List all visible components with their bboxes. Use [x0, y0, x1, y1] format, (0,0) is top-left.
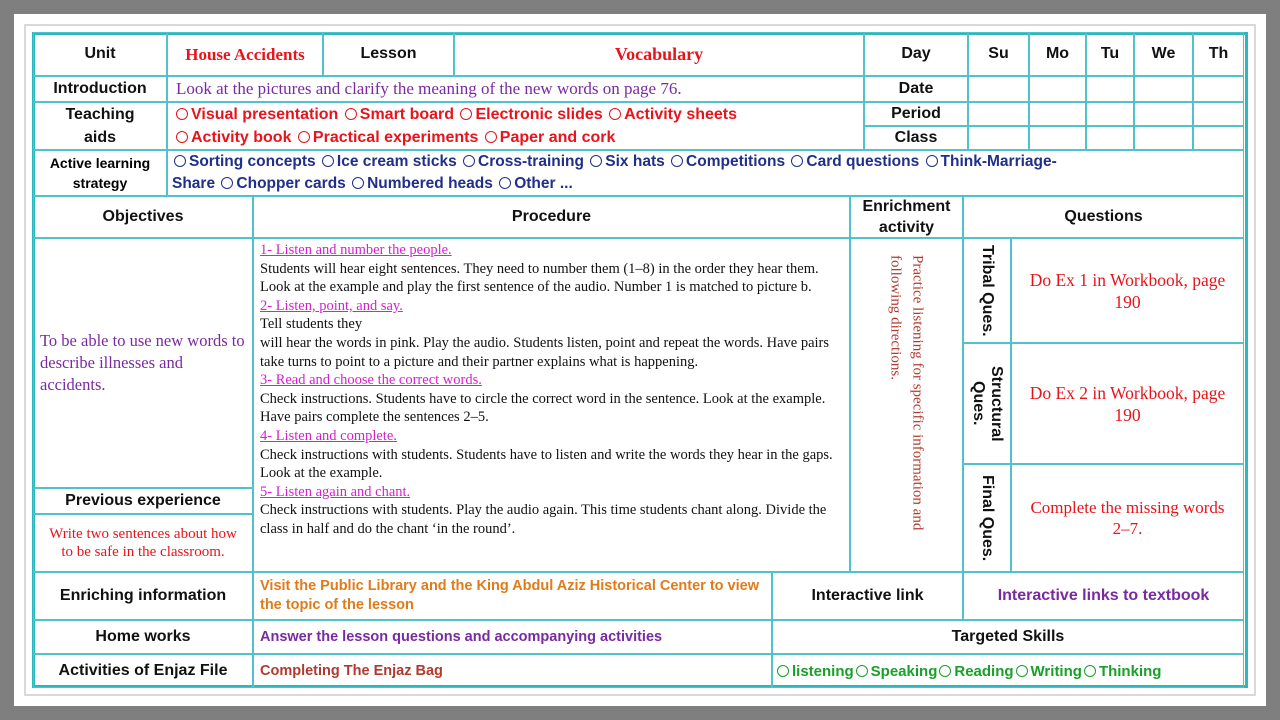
- enjaz-text: Completing The Enjaz Bag: [253, 654, 772, 688]
- structural-ques-text: Do Ex 2 in Workbook, page 190: [1011, 343, 1244, 464]
- step-title: 4- Listen and complete.: [260, 427, 397, 444]
- skill-label: listening: [792, 662, 854, 680]
- strategy-label: Sorting concepts: [189, 153, 316, 170]
- period-cell-mo[interactable]: [1029, 102, 1086, 126]
- day-tu: Tu: [1086, 32, 1134, 76]
- radio-circle-icon: [176, 108, 188, 120]
- aid-option[interactable]: [296, 129, 478, 146]
- teaching-aids-row2: [174, 126, 615, 149]
- period-cell-we[interactable]: [1134, 102, 1193, 126]
- day-mo: Mo: [1029, 32, 1086, 76]
- step-text: Check instructions with students. Play the audio again. This time students chant along. Divide the class in half and do the chant ‘in the round’.: [260, 502, 827, 537]
- strategy-label: Think-Marriage-: [940, 153, 1057, 170]
- radio-circle-icon: [345, 108, 357, 120]
- radio-circle-icon: [777, 665, 789, 677]
- unit-value: House Accidents: [167, 32, 323, 76]
- active-learning-options: [167, 150, 1244, 196]
- step-text: will hear the words in pink. Play the audio. Students listen, point and repeat the words. Have pairs take turns to point to a picture and their partner explains what is happening.: [260, 334, 830, 370]
- class-cell-we[interactable]: [1134, 126, 1193, 150]
- strategy-option[interactable]: [461, 153, 584, 170]
- introduction-label: Introduction: [33, 76, 167, 102]
- radio-circle-icon: [221, 177, 233, 189]
- strategy-option[interactable]: [172, 153, 316, 170]
- enrichment-text: Practice listening for specific information and following directions.: [887, 255, 926, 531]
- step-text: Students will hear eight sentences. They need to number them (1–8) in the order they hear them. Look at the example and play the first sentence of the audio. Number 1 is matched to picture b.: [260, 260, 819, 296]
- questions-header: Questions: [963, 196, 1244, 238]
- step-text: Tell students they: [260, 316, 363, 333]
- objective-text: To be able to use new words to describe illnesses and accidents.: [33, 238, 253, 488]
- strategy-label: Chopper cards: [236, 175, 346, 192]
- tribal-ques-text: Do Ex 1 in Workbook, page 190: [1011, 238, 1244, 343]
- radio-circle-icon: [499, 177, 511, 189]
- radio-circle-icon: [352, 177, 364, 189]
- lesson-value: Vocabulary: [454, 32, 864, 76]
- lesson-label: Lesson: [323, 32, 454, 76]
- period-cell-th[interactable]: [1193, 102, 1244, 126]
- radio-circle-icon: [176, 131, 188, 143]
- aid-label: Activity book: [191, 129, 292, 146]
- final-ques-text: Complete the missing words 2–7.: [1011, 464, 1244, 572]
- date-cell-su[interactable]: [968, 76, 1029, 102]
- class-cell-mo[interactable]: [1029, 126, 1086, 150]
- radio-circle-icon: [463, 155, 475, 167]
- teaching-aids-options: [167, 102, 864, 150]
- radio-circle-icon: [1084, 665, 1096, 677]
- radio-circle-icon: [926, 155, 938, 167]
- strategy-label: Competitions: [686, 153, 786, 170]
- step-title: 2- Listen, point, and say.: [260, 297, 403, 314]
- procedure-steps: [254, 239, 849, 541]
- procedure-cell: [253, 238, 850, 572]
- procedure-header: Procedure: [253, 196, 850, 238]
- targeted-skills-label: Targeted Skills: [772, 620, 1244, 654]
- strategy-row1: [172, 151, 1057, 173]
- tribal-ques-label: Tribal Ques.: [979, 244, 996, 337]
- radio-circle-icon: [609, 108, 621, 120]
- strategy-option[interactable]: [924, 153, 1057, 170]
- date-cell-we[interactable]: [1134, 76, 1193, 102]
- radio-circle-icon: [791, 155, 803, 167]
- strategy-option[interactable]: [320, 153, 457, 170]
- strategy-label: Six hats: [605, 153, 665, 170]
- strategy-option[interactable]: [669, 153, 785, 170]
- strategy-label: Cross-training: [478, 153, 584, 170]
- enriching-info-text: Visit the Public Library and the King Abdul Aziz Historical Center to view the topic of the lesson: [253, 572, 772, 620]
- step-text: Check instructions. Students have to circle the correct word in the sentence. Look at the example. Have pairs complete the sentences 2–5.: [260, 390, 826, 426]
- radio-circle-icon: [485, 131, 497, 143]
- radio-circle-icon: [298, 131, 310, 143]
- radio-circle-icon: [671, 155, 683, 167]
- step-title: 3- Read and choose the correct words.: [260, 372, 482, 389]
- class-cell-su[interactable]: [968, 126, 1029, 150]
- skill-label: Thinking: [1098, 662, 1162, 680]
- skill-option[interactable]: [1082, 663, 1162, 680]
- enrichment-header: Enrichment activity: [850, 196, 963, 238]
- final-ques-label: Final Ques.: [979, 474, 996, 562]
- aid-label: Electronic slides: [475, 106, 603, 123]
- day-su: Su: [968, 32, 1029, 76]
- step-title: 5- Listen again and chant.: [260, 483, 411, 500]
- skill-label: Speaking: [870, 662, 938, 680]
- skill-option[interactable]: [937, 663, 1013, 680]
- class-cell-th[interactable]: [1193, 126, 1244, 150]
- strategy-option[interactable]: [789, 153, 919, 170]
- strategy-label: Other ...: [514, 175, 573, 192]
- period-label: Period: [864, 102, 968, 126]
- date-cell-tu[interactable]: [1086, 76, 1134, 102]
- radio-circle-icon: [856, 665, 868, 677]
- strategy-option[interactable]: [219, 175, 345, 192]
- interactive-link-label: Interactive link: [772, 572, 963, 620]
- introduction-text: Look at the pictures and clarify the meaning of the new words on page 76.: [167, 76, 864, 102]
- final-ques-label-cell: [963, 464, 1011, 572]
- radio-circle-icon: [174, 155, 186, 167]
- active-learning-label: Active learning strategy: [33, 150, 167, 196]
- strategy-label: Numbered heads: [367, 175, 493, 192]
- date-label: Date: [864, 76, 968, 102]
- structural-ques-label-cell: [963, 343, 1011, 464]
- skill-option[interactable]: [775, 663, 854, 680]
- aid-label: Visual presentation: [191, 106, 339, 123]
- aid-label: Practical experiments: [312, 129, 479, 146]
- day-we: We: [1134, 32, 1193, 76]
- radio-circle-icon: [322, 155, 334, 167]
- step-text: Check instructions with students. Students have to listen and write the words they hear in the gaps. Look at the example.: [260, 446, 833, 482]
- strategy-label-continued: Share: [172, 175, 216, 192]
- targeted-skills-options: [772, 654, 1244, 688]
- homeworks-text: Answer the lesson questions and accompanying activities: [253, 620, 772, 654]
- aid-label: Smart board: [359, 106, 455, 123]
- period-cell-su[interactable]: [968, 102, 1029, 126]
- enriching-info-label: Enriching information: [33, 572, 253, 620]
- skill-label: Reading: [954, 662, 1014, 680]
- date-cell-th[interactable]: [1193, 76, 1244, 102]
- radio-circle-icon: [1016, 665, 1028, 677]
- aid-option[interactable]: [483, 129, 616, 146]
- aid-option[interactable]: [174, 106, 338, 123]
- enrichment-cell: [850, 238, 963, 572]
- aid-label: Activity sheets: [624, 106, 738, 123]
- strategy-option[interactable]: [497, 175, 573, 192]
- strategy-label: Ice cream sticks: [336, 153, 457, 170]
- class-cell-tu[interactable]: [1086, 126, 1134, 150]
- objectives-header: Objectives: [33, 196, 253, 238]
- aid-option[interactable]: [458, 106, 602, 123]
- unit-label: Unit: [33, 32, 167, 76]
- aid-option[interactable]: [174, 129, 291, 146]
- previous-experience-label: Previous experience: [33, 488, 253, 514]
- aid-option[interactable]: [607, 106, 737, 123]
- period-cell-tu[interactable]: [1086, 102, 1134, 126]
- strategy-option[interactable]: [350, 175, 493, 192]
- radio-circle-icon: [590, 155, 602, 167]
- date-cell-mo[interactable]: [1029, 76, 1086, 102]
- strategy-option[interactable]: [588, 153, 664, 170]
- tribal-ques-label-cell: [963, 238, 1011, 343]
- interactive-link[interactable]: Interactive links to textbook: [963, 572, 1244, 620]
- skill-label: Writing: [1030, 662, 1082, 680]
- previous-experience-text: Write two sentences about how to be safe in the classroom.: [33, 514, 253, 572]
- radio-circle-icon: [460, 108, 472, 120]
- strategy-row2: [172, 173, 573, 195]
- class-label: Class: [864, 126, 968, 150]
- aid-label: Paper and cork: [499, 129, 616, 146]
- strategy-label: Card questions: [806, 153, 920, 170]
- day-label: Day: [864, 32, 968, 76]
- teaching-aids-label: Teaching aids: [33, 102, 167, 150]
- structural-ques-label: Structural Ques.: [970, 365, 1005, 442]
- aid-option[interactable]: [343, 106, 454, 123]
- enjaz-label: Activities of Enjaz File: [33, 654, 253, 688]
- radio-circle-icon: [939, 665, 951, 677]
- day-th: Th: [1193, 32, 1244, 76]
- skill-option[interactable]: [1014, 663, 1082, 680]
- homeworks-label: Home works: [33, 620, 253, 654]
- skill-option[interactable]: [854, 663, 938, 680]
- step-title: 1- Listen and number the people.: [260, 242, 452, 258]
- teaching-aids-row1: [174, 103, 737, 126]
